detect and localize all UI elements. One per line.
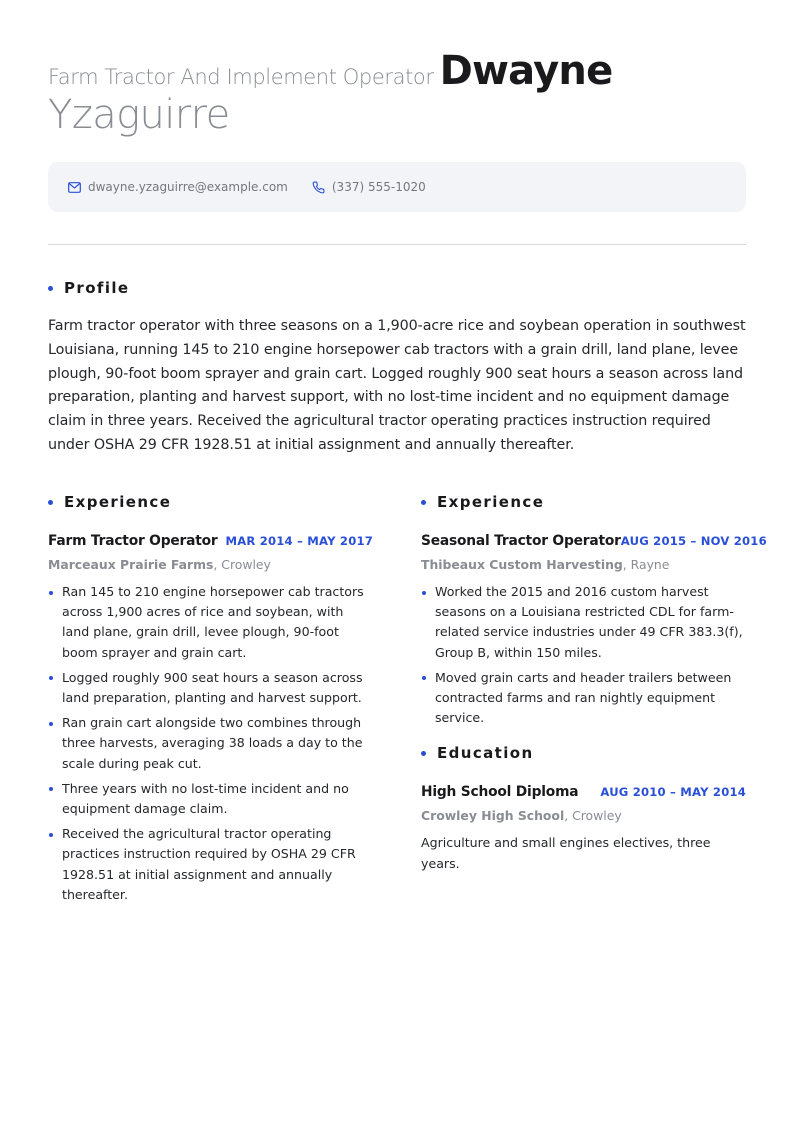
- job-org: [48, 557, 373, 572]
- job-title: Farm Tractor And Implement Operator: [48, 65, 434, 89]
- profile-heading: [48, 279, 129, 297]
- experience-heading: [421, 493, 746, 511]
- name-line: [48, 48, 746, 138]
- job-role: Farm Tractor Operator: [48, 533, 218, 549]
- phone-icon: [312, 181, 325, 194]
- education-heading: [421, 744, 746, 762]
- profile-heading-text: Profile: [64, 279, 130, 297]
- education-header: [421, 784, 746, 800]
- email-text: dwayne.yzaguirre@example.com: [88, 180, 288, 194]
- last-name: Yzaguirre: [48, 92, 230, 138]
- contact-bar: [48, 162, 746, 212]
- job-header: [48, 533, 373, 549]
- first-name: Dwayne: [439, 48, 613, 94]
- contact-phone[interactable]: [312, 180, 426, 194]
- org-location: , Rayne: [622, 557, 670, 572]
- heading-bullet: [421, 500, 426, 505]
- list-item: Logged roughly 900 seat hours a season across land preparation, planting and harvest support.: [48, 668, 373, 708]
- mail-icon: [68, 182, 81, 193]
- job-bullets: [421, 582, 746, 728]
- contact-email[interactable]: [68, 180, 288, 194]
- org-name: Marceaux Prairie Farms: [48, 557, 214, 572]
- list-item: Received the agricultural tractor operating practices instruction required by OSHA 29 CFR 1928.51 at initial assignment and annually thereafter.: [48, 824, 373, 905]
- list-item: Worked the 2015 and 2016 custom harvest seasons on a Louisiana restricted CDL for farm-related service industries under 49 CFR 383.3(f), Group B, within 150 miles.: [421, 582, 746, 663]
- job-bullets: [48, 582, 373, 905]
- job-header: [421, 533, 767, 549]
- experience-column-right: [421, 493, 767, 874]
- school: [421, 808, 746, 823]
- experience-heading-text: Experience: [437, 493, 545, 511]
- job-date: MAR 2014 – MAY 2017: [225, 534, 373, 548]
- resume-header: [48, 48, 746, 138]
- heading-bullet: [48, 500, 53, 505]
- experience-heading: [48, 493, 373, 511]
- job-date: AUG 2015 – NOV 2016: [620, 534, 767, 548]
- education-date: AUG 2010 – MAY 2014: [600, 785, 746, 800]
- list-item: Ran grain cart alongside two combines through three harvests, averaging 38 loads a day to the scale during peak cut.: [48, 713, 373, 774]
- heading-bullet: [421, 751, 426, 756]
- school-name: Crowley High School: [421, 808, 565, 824]
- education-description: Agriculture and small engines electives, three years.: [421, 835, 711, 871]
- experience-column-left: [48, 493, 373, 910]
- school-location: , Crowley: [564, 808, 622, 824]
- education-heading-text: Education: [437, 744, 534, 763]
- list-item: Ran 145 to 210 engine horsepower cab tractors across 1,900 acres of rice and soybean, with land plane, grain drill, levee plough, 90-foot boom sprayer and grain cart.: [48, 582, 373, 663]
- org-location: , Crowley: [213, 557, 271, 572]
- degree: High School Diploma: [421, 784, 579, 801]
- list-item: Three years with no lost-time incident and no equipment damage claim.: [48, 779, 373, 819]
- profile-text: Farm tractor operator with three seasons on a 1,900-acre rice and soybean operation in southwest Louisiana, running 145 to 210 engine horsepower cab tractors with a grain drill, land plane, levee plough, 90-foot boom sprayer and grain cart. Logged roughly 900 seat hours a season across land preparation, planting and harvest support, with no lost-time incident and no equipment damage claim in three years. Received the agricultural tractor operating practices instruction required under OSHA 29 CFR 1928.51 at initial assignment and annually thereafter.: [48, 318, 746, 453]
- org-name: Thibeaux Custom Harvesting: [421, 557, 623, 572]
- job-org: [421, 557, 746, 572]
- heading-bullet: [48, 286, 53, 291]
- experience-heading-text: Experience: [64, 493, 172, 511]
- job-role: Seasonal Tractor Operator: [421, 533, 621, 549]
- list-item: Moved grain carts and header trailers between contracted farms and ran nightly equipment service.: [421, 668, 746, 729]
- phone-text: (337) 555-1020: [331, 180, 426, 194]
- header-divider: [48, 244, 746, 245]
